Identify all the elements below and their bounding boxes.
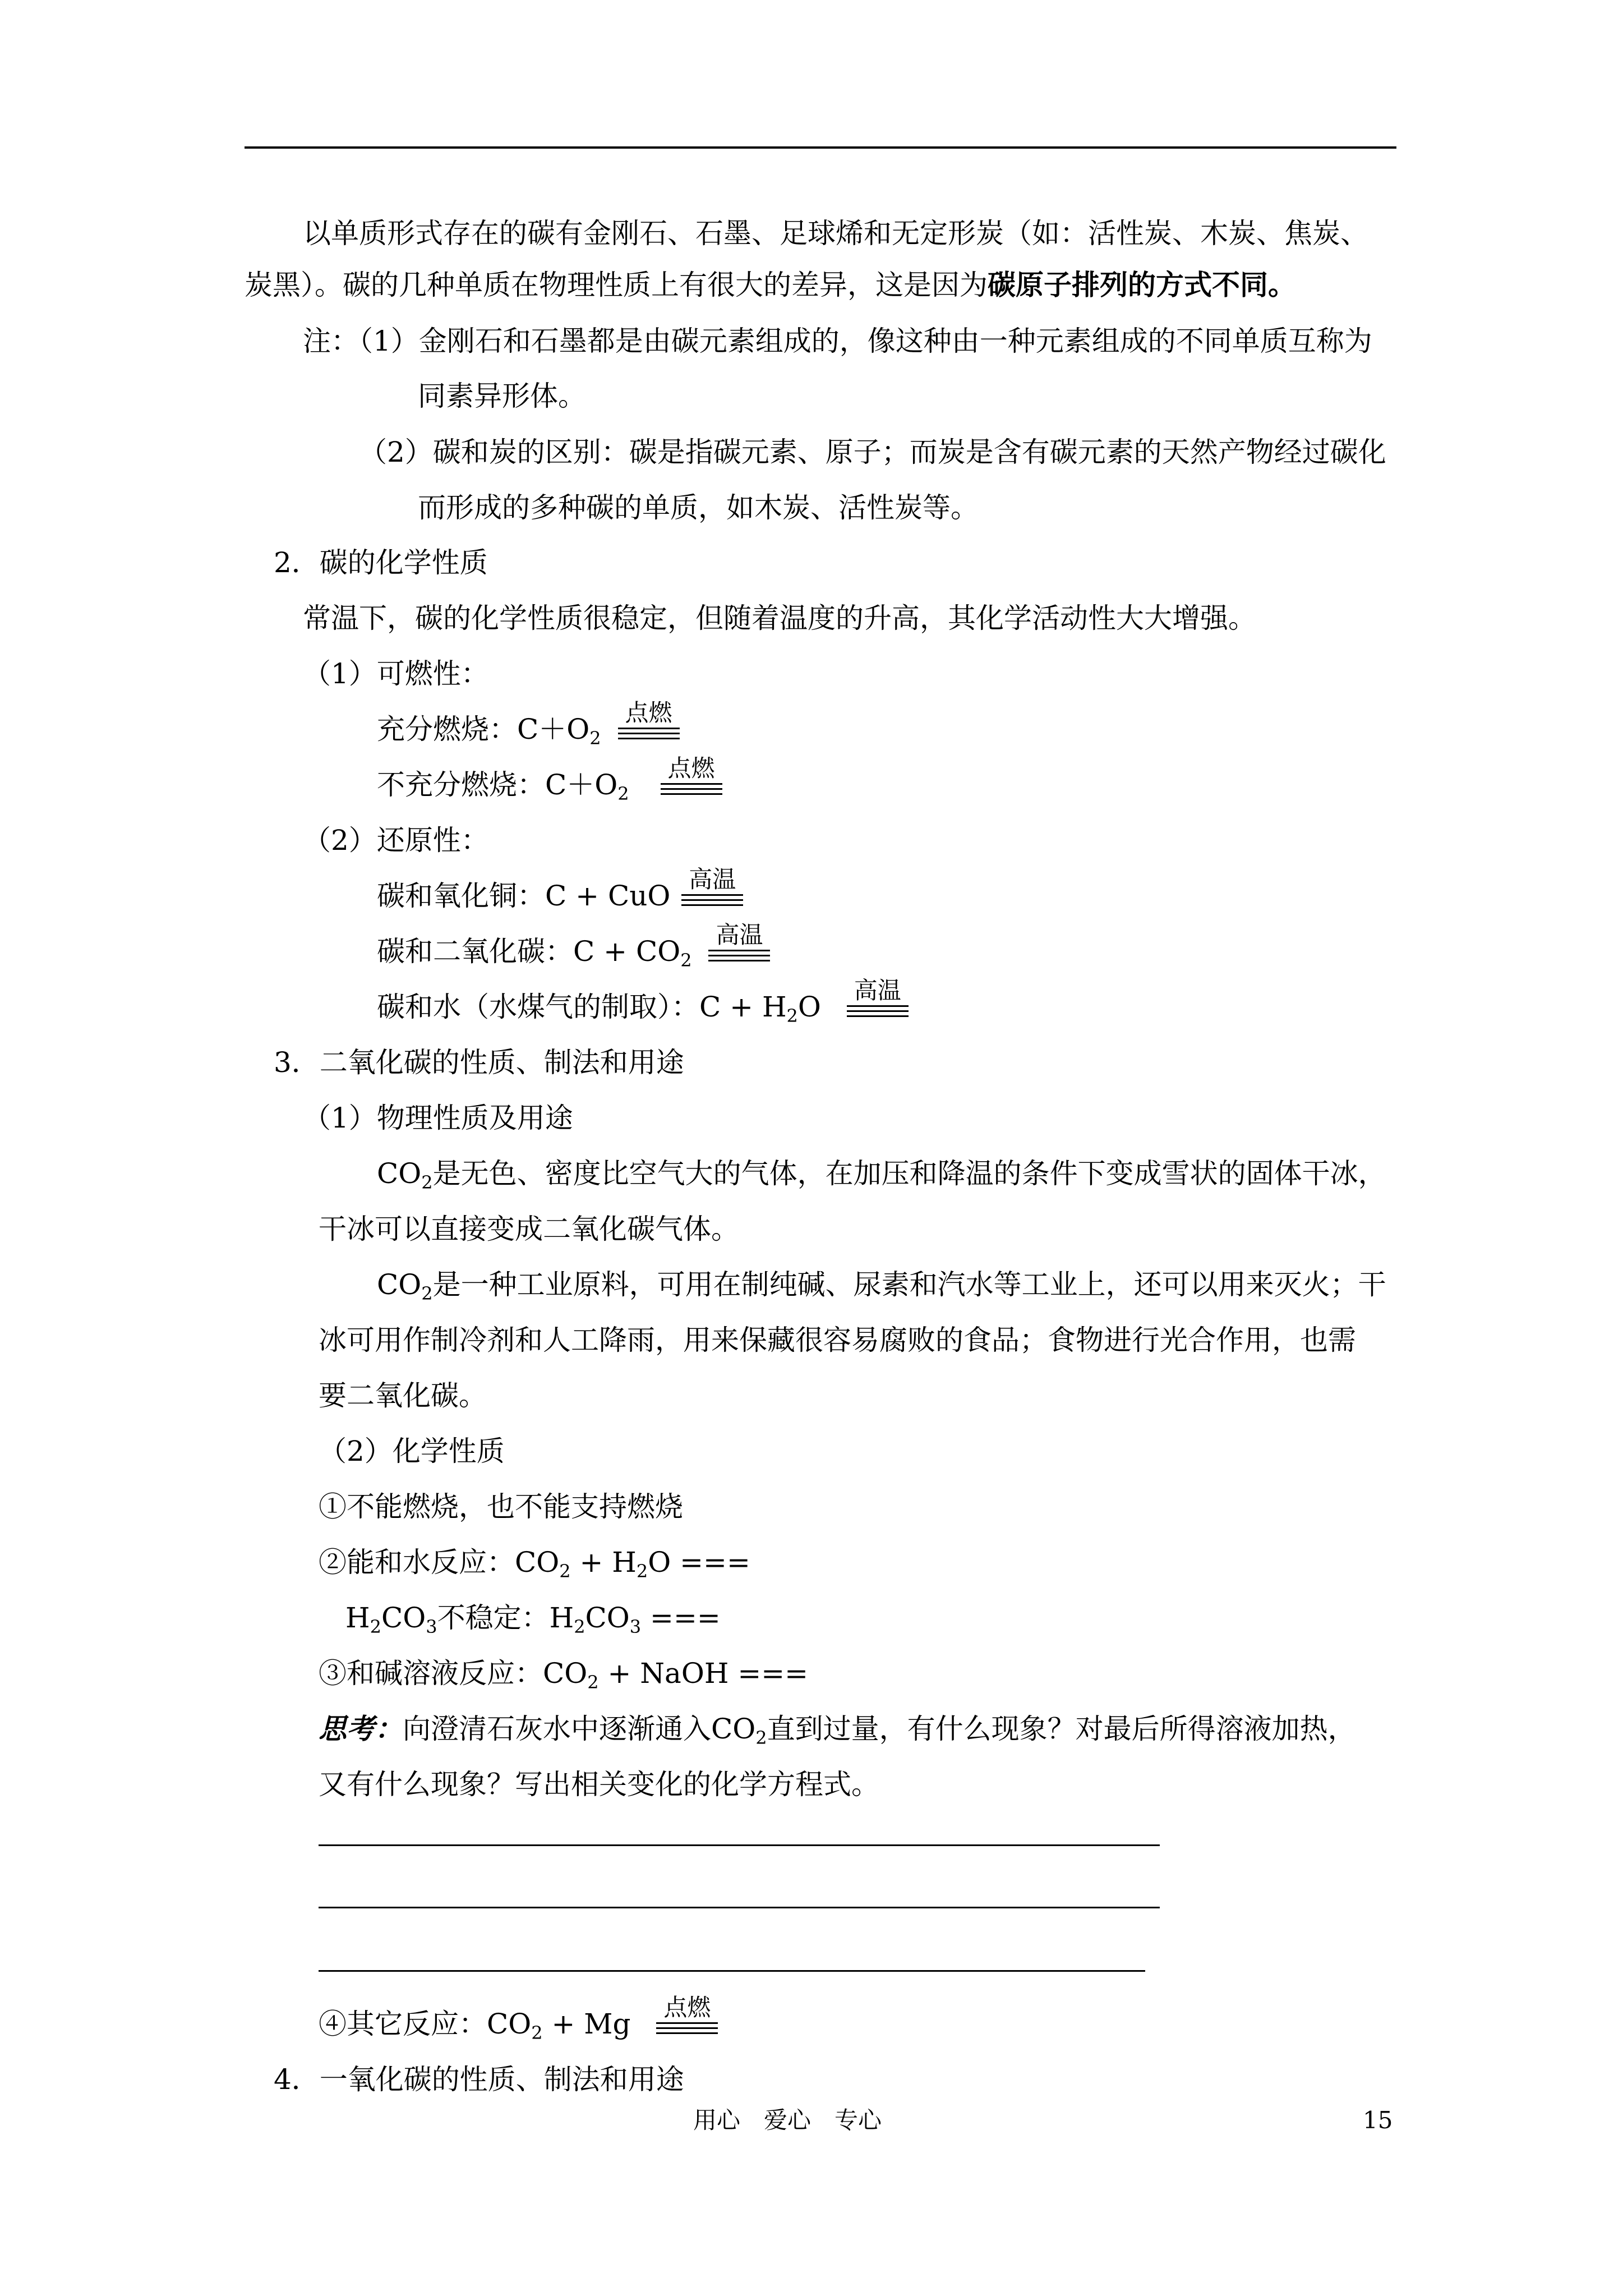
equation-co2-naoh: ③和碱溶液反应：$CO_2$ + NaOH ===: [319, 1657, 809, 1693]
note-line: 同素异形体。: [418, 380, 586, 412]
footer-motto: 用心 爱心 专心: [693, 2106, 882, 2134]
reaction-condition: 点燃: [656, 2007, 718, 2041]
reaction-condition: 高温: [847, 990, 909, 1024]
equation-incomplete-combustion: 不充分燃烧：$C+O_2$ 点燃: [377, 768, 722, 802]
equation-co2-mg: ④其它反应：$CO_2 + Mg$ 点燃: [319, 2007, 718, 2041]
header-rule: [245, 146, 1396, 149]
reaction-condition: 高温: [708, 935, 770, 968]
subsection-heading: （2）还原性：: [303, 824, 489, 857]
think-question: 思考：向澄清石灰水中逐渐通入$CO_2$直到过量，有什么现象？对最后所得溶液加热，: [319, 1712, 1356, 1749]
subsection-heading: （2）化学性质: [319, 1435, 505, 1467]
note-line: （2）碳和炭的区别：碳是指碳元素、原子；而炭是含有碳元素的天然产物经过碳化: [359, 436, 1386, 468]
note-line: 而形成的多种碳的单质，如木炭、活性炭等。: [418, 491, 979, 524]
reaction-condition: 点燃: [661, 768, 722, 802]
think-label: 思考：: [319, 1712, 403, 1745]
section-heading: 2．碳的化学性质: [274, 546, 488, 579]
equation-water-gas: 碳和水（水煤气的制取）：$C + H_2O$ 高温: [377, 990, 909, 1024]
text-line: 干冰可以直接变成二氧化碳气体。: [319, 1213, 739, 1245]
think-question: 又有什么现象？写出相关变化的化学方程式。: [319, 1768, 879, 1801]
text-line: 冰可用作制冷剂和人工降雨，用来保藏很容易腐败的食品；食物进行光合作用，也需: [319, 1324, 1356, 1356]
equation-c-co2: 碳和二氧化碳：$C + CO_2$ 高温: [377, 935, 770, 968]
text-line: 炭黑）。碳的几种单质在物理性质上有很大的差异，这是因为碳原子排列的方式不同。: [245, 268, 1296, 301]
answer-line[interactable]: [319, 1844, 1160, 1846]
section-heading: 3．二氧化碳的性质、制法和用途: [274, 1046, 684, 1079]
text-line: $CO_2$是无色、密度比空气大的气体，在加压和降温的条件下变成雪状的固体干冰，: [377, 1157, 1386, 1193]
text-line: 常温下，碳的化学性质很稳定，但随着温度的升高，其化学活动性大大增强。: [303, 602, 1256, 634]
reaction-condition: 高温: [681, 879, 743, 913]
section-heading: 4．一氧化碳的性质、制法和用途: [274, 2063, 684, 2096]
emphasis-text: 碳原子排列的方式不同。: [988, 268, 1296, 301]
equation-c-cuo: 碳和氧化铜：C + CuO 高温: [377, 879, 743, 913]
reaction-condition: 点燃: [618, 712, 680, 746]
page-number: 15: [1363, 2106, 1393, 2134]
equation-h2co3: $H_2CO_3$不稳定：$H_2CO_3$ ===: [345, 1602, 721, 1637]
equation-full-combustion: 充分燃烧：$C+O_2$ 点燃: [377, 712, 680, 746]
text-line: 以单质形式存在的碳有金刚石、石墨、足球烯和无定形炭（如：活性炭、木炭、焦炭、: [303, 217, 1368, 250]
text-line: $CO_2$是一种工业原料，可用在制纯碱、尿素和汽水等工业上，还可以用来灭火；干: [377, 1268, 1386, 1304]
subsection-heading: （1）物理性质及用途: [303, 1102, 573, 1134]
answer-line[interactable]: [319, 1970, 1145, 1972]
note-line: 注：（1）金刚石和石墨都是由碳元素组成的，像这种由一种元素组成的不同单质互称为: [303, 325, 1372, 357]
property-item: ①不能燃烧，也不能支持燃烧: [319, 1490, 683, 1523]
equation-co2-water: ②能和水反应：$CO_2 + H_2O$ ===: [319, 1546, 750, 1582]
subsection-heading: （1）可燃性：: [303, 657, 489, 690]
answer-line[interactable]: [319, 1907, 1160, 1908]
text-line: 要二氧化碳。: [319, 1379, 487, 1412]
